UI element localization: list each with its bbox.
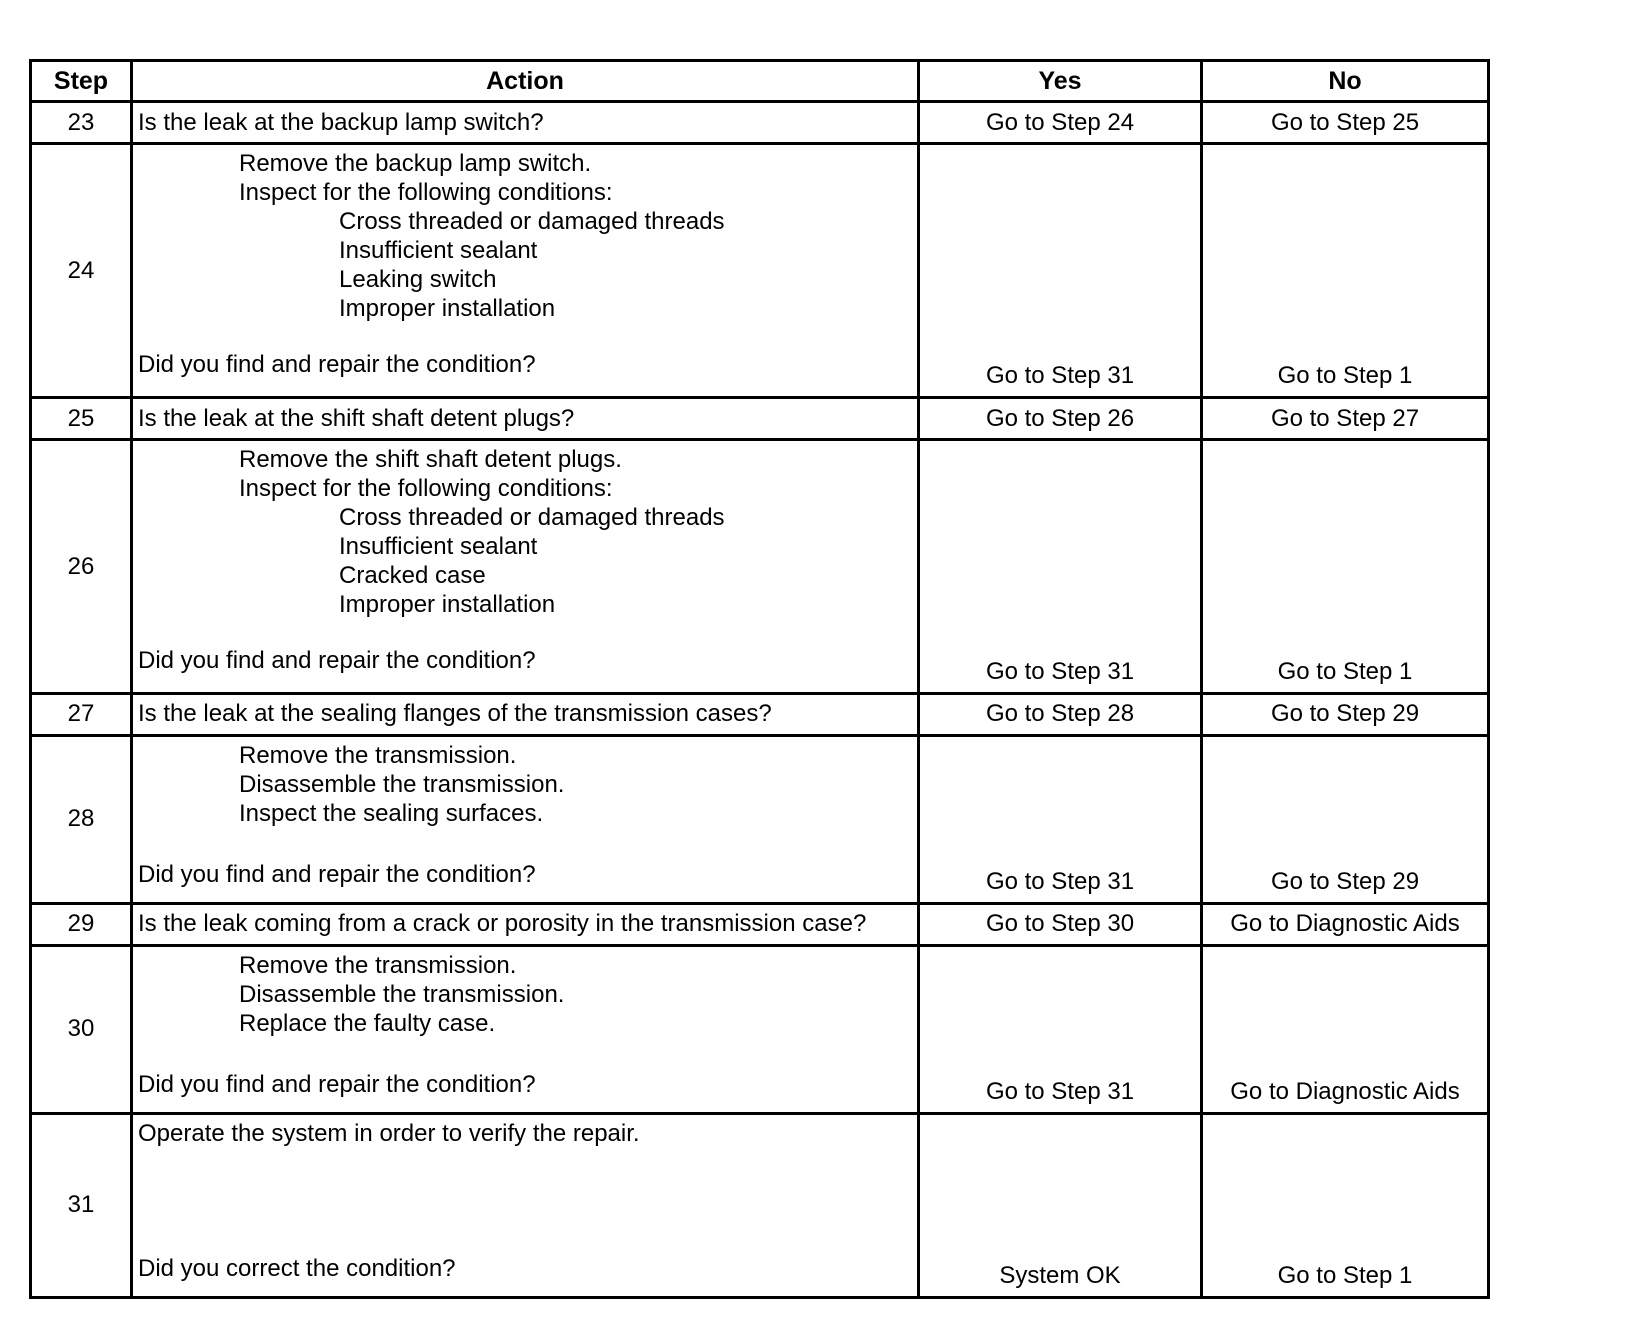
table-row-step-30	[31, 946, 1489, 1114]
step-number: 25	[31, 397, 132, 439]
yes-result: Go to Step 26	[919, 397, 1202, 439]
action-cell	[132, 736, 919, 904]
action-question: Is the leak at the backup lamp switch?	[132, 102, 919, 144]
no-result: Go to Diagnostic Aids	[1202, 903, 1489, 945]
condition-line: Improper installation	[339, 295, 556, 323]
yes-result: Go to Step 24	[919, 102, 1202, 144]
instruction-line: Remove the transmission.	[239, 742, 517, 770]
no-result: Go to Step 29	[1202, 736, 1489, 904]
condition-line: Cross threaded or damaged threads	[339, 208, 725, 236]
condition-line: Improper installation	[339, 591, 556, 619]
condition-line: Cross threaded or damaged threads	[339, 504, 725, 532]
table-row-step-25	[31, 397, 1489, 439]
yes-result: Go to Step 28	[919, 693, 1202, 735]
table-row-step-23	[31, 102, 1489, 144]
action-question: Is the leak at the shift shaft detent plugs?	[132, 397, 919, 439]
action-question: Is the leak coming from a crack or porosity in the transmission case?	[132, 903, 919, 945]
instruction-line: Inspect the sealing surfaces.	[239, 800, 544, 828]
action-cell	[132, 144, 919, 397]
yes-result: Go to Step 30	[919, 903, 1202, 945]
diagnostic-table	[29, 59, 1490, 1299]
action-question: Is the leak at the sealing flanges of the transmission cases?	[132, 693, 919, 735]
table-row-step-28	[31, 736, 1489, 904]
no-result: Go to Step 1	[1202, 440, 1489, 693]
yes-result: Go to Step 31	[919, 144, 1202, 397]
action-question: Did you find and repair the condition?	[138, 351, 536, 379]
condition-line: Cracked case	[339, 562, 486, 590]
instruction-line: Disassemble the transmission.	[239, 981, 565, 1009]
step-number: 24	[31, 144, 132, 397]
instruction-line: Disassemble the transmission.	[239, 771, 565, 799]
action-question: Did you correct the condition?	[138, 1254, 456, 1282]
header-no: No	[1202, 61, 1489, 102]
header-action: Action	[132, 61, 919, 102]
action-cell	[132, 1113, 919, 1297]
header-yes: Yes	[919, 61, 1202, 102]
instruction-line: Replace the faulty case.	[239, 1010, 496, 1038]
yes-result: Go to Step 31	[919, 440, 1202, 693]
condition-line: Insufficient sealant	[339, 237, 538, 265]
table-row-step-26	[31, 440, 1489, 693]
yes-result: System OK	[919, 1113, 1202, 1297]
instruction-list	[138, 1119, 917, 1148]
no-result: Go to Step 25	[1202, 102, 1489, 144]
no-result: Go to Step 27	[1202, 397, 1489, 439]
instruction-line: Remove the backup lamp switch.	[239, 150, 592, 178]
step-number: 26	[31, 440, 132, 693]
no-result: Go to Step 29	[1202, 693, 1489, 735]
table-row-step-24	[31, 144, 1489, 397]
step-number: 27	[31, 693, 132, 735]
table-row-step-27	[31, 693, 1489, 735]
instruction-list	[138, 951, 917, 1038]
table-row-step-31	[31, 1113, 1489, 1297]
instruction-list	[138, 149, 917, 323]
action-cell	[132, 946, 919, 1114]
no-result: Go to Diagnostic Aids	[1202, 946, 1489, 1114]
step-number: 23	[31, 102, 132, 144]
header-row	[31, 61, 1489, 102]
no-result: Go to Step 1	[1202, 1113, 1489, 1297]
instruction-line: Operate the system in order to verify the repair.	[138, 1119, 640, 1147]
step-number: 28	[31, 736, 132, 904]
condition-line: Leaking switch	[339, 266, 497, 294]
instruction-line: Remove the shift shaft detent plugs.	[239, 446, 622, 474]
step-number: 29	[31, 903, 132, 945]
step-number: 31	[31, 1113, 132, 1297]
instruction-line: Remove the transmission.	[239, 952, 517, 980]
step-number: 30	[31, 946, 132, 1114]
action-question: Did you find and repair the condition?	[138, 647, 536, 675]
action-question: Did you find and repair the condition?	[138, 861, 536, 889]
no-result: Go to Step 1	[1202, 144, 1489, 397]
action-cell	[132, 440, 919, 693]
instruction-list	[138, 741, 917, 828]
yes-result: Go to Step 31	[919, 946, 1202, 1114]
header-step: Step	[31, 61, 132, 102]
condition-line: Insufficient sealant	[339, 533, 538, 561]
instruction-line: Inspect for the following conditions:	[239, 475, 613, 503]
action-question: Did you find and repair the condition?	[138, 1071, 536, 1099]
table-row-step-29	[31, 903, 1489, 945]
yes-result: Go to Step 31	[919, 736, 1202, 904]
instruction-list	[138, 445, 917, 619]
instruction-line: Inspect for the following conditions:	[239, 179, 613, 207]
